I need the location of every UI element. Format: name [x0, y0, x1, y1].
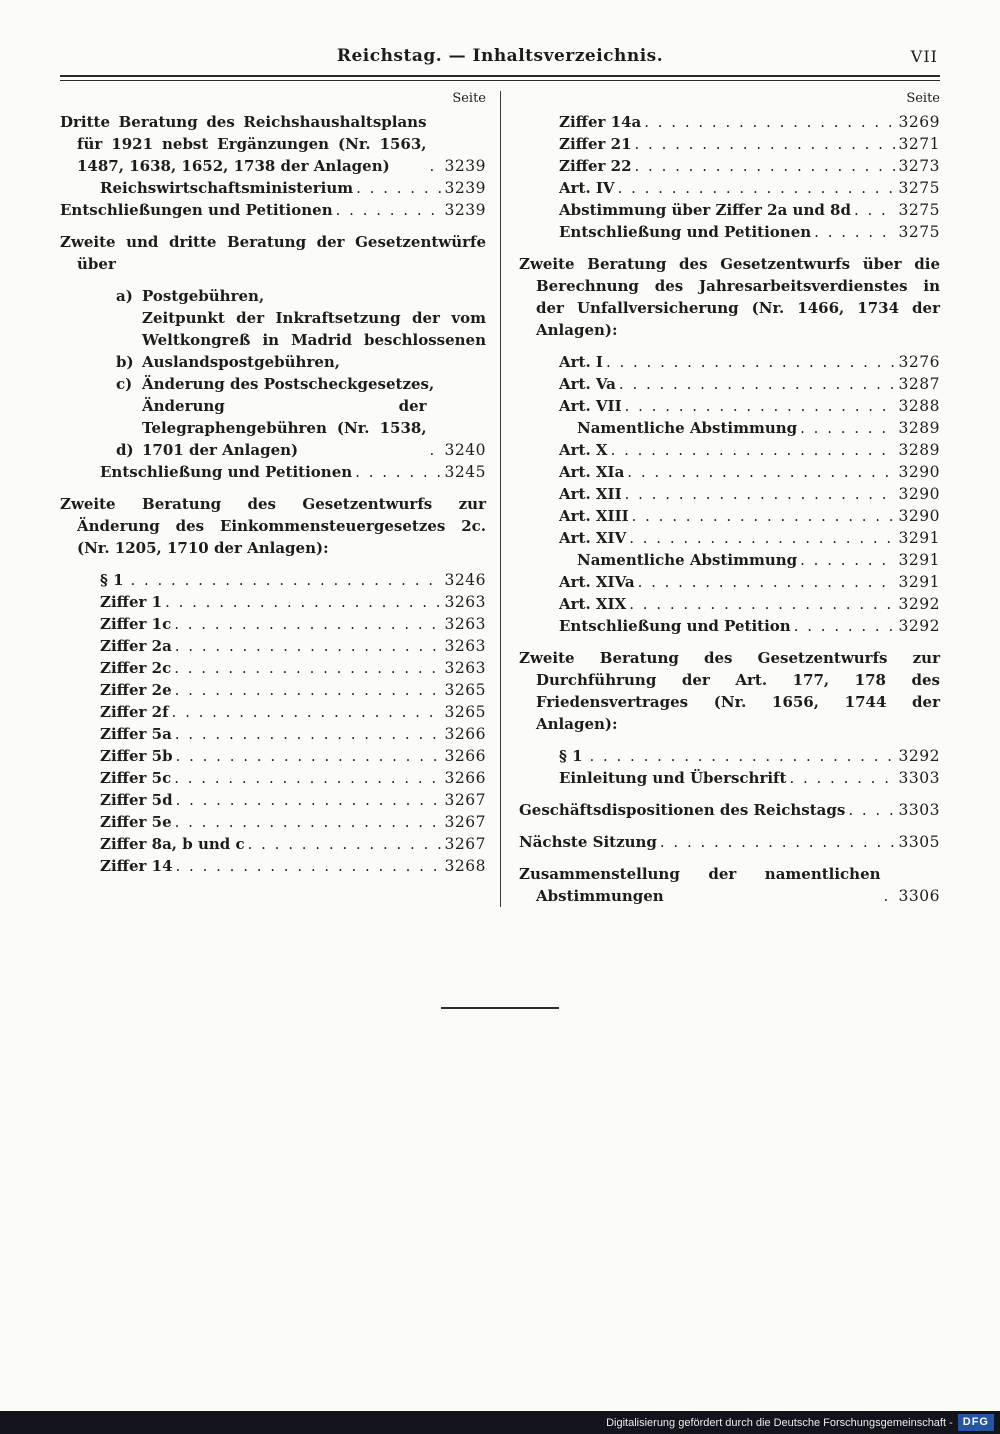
entry-text: Art. I	[559, 353, 603, 371]
entry-text: Postgebühren,	[142, 287, 265, 305]
entry-text: Namentliche Abstimmung	[577, 419, 798, 437]
dot-leader	[175, 679, 442, 701]
dot-leader	[248, 833, 442, 855]
entry-page-number: 3289	[898, 441, 940, 459]
dot-leader	[606, 351, 896, 373]
dot-leader	[854, 199, 896, 221]
entry-page-number: 3267	[444, 835, 486, 853]
toc-entry	[60, 285, 486, 307]
entry-letter-label: b)	[116, 353, 134, 371]
entry-page-number: 3275	[898, 223, 940, 241]
entry-text: Art. Va	[559, 375, 616, 393]
toc-entry	[60, 723, 486, 745]
toc-entry	[60, 307, 486, 373]
entry-text: Zweite Beratung des Gesetzentwurfs über die Berechnung des Jahresarbeitsverdienstes in der Unfallversicherung (Nr. 1466, 1734 der Anlagen):	[519, 255, 940, 339]
entry-text: § 1	[559, 747, 583, 765]
toc-entry	[519, 863, 940, 907]
entry-letter-label: d)	[116, 441, 134, 459]
entry-text: Entschließung und Petition	[559, 617, 791, 635]
page-label-right: Seite	[906, 91, 940, 106]
entry-page-number: 3245	[444, 463, 486, 481]
toc-entry	[519, 111, 940, 133]
entry-text: Geschäftsdispositionen des Reichstags	[519, 801, 846, 819]
dot-leader	[589, 745, 895, 767]
entry-page-number: 3268	[444, 857, 486, 875]
toc-entry	[60, 745, 486, 767]
section-end-divider	[441, 1007, 559, 1009]
dot-leader	[175, 811, 442, 833]
toc-entry	[60, 613, 486, 635]
entry-text: Dritte Beratung des Reichshaushaltsplans für 1921 nebst Ergänzungen (Nr. 1563, 1487, 1638, 1652, 1738 der Anlagen)	[60, 113, 427, 175]
entry-text: Art. XIa	[559, 463, 625, 481]
dot-leader	[660, 831, 896, 853]
toc-entry	[519, 505, 940, 527]
entry-text: Änderung der Telegraphengebühren (Nr. 1538, 1701 der Anlagen)	[142, 397, 427, 459]
dot-leader	[611, 439, 896, 461]
entry-text: Ziffer 2a	[100, 637, 172, 655]
entry-text: Namentliche Abstimmung	[577, 551, 798, 569]
toc-columns	[60, 91, 940, 907]
toc-entry	[60, 373, 486, 395]
dot-leader	[174, 767, 441, 789]
dot-leader	[174, 657, 441, 679]
entry-text: Zweite Beratung des Gesetzentwurfs zur Durchführung der Art. 177, 178 des Friedensvertrages (Nr. 1656, 1744 der Anlagen):	[519, 649, 940, 733]
toc-entry	[519, 615, 940, 637]
entry-page-number: 3289	[898, 419, 940, 437]
dot-leader	[625, 483, 896, 505]
toc-entry	[519, 177, 940, 199]
toc-entry	[519, 593, 940, 615]
entry-page-number: 3291	[898, 529, 940, 547]
entry-page-number: 3290	[898, 507, 940, 525]
entry-page-number: 3291	[898, 573, 940, 591]
entry-page-number: 3305	[898, 833, 940, 851]
dot-leader	[635, 155, 896, 177]
entry-page-number: 3267	[444, 813, 486, 831]
toc-entry	[60, 811, 486, 833]
dot-leader	[430, 155, 442, 177]
toc-entry	[60, 855, 486, 877]
entry-text: Art. XIII	[559, 507, 629, 525]
entry-text: Art. IV	[559, 179, 615, 197]
entry-text: Entschließungen und Petitionen	[60, 201, 333, 219]
toc-entry	[60, 231, 486, 275]
entry-text: Ziffer 5b	[100, 747, 173, 765]
entry-page-number: 3291	[898, 551, 940, 569]
toc-entry	[519, 351, 940, 373]
dot-leader	[356, 177, 441, 199]
entry-text: Art. XIX	[559, 595, 627, 613]
entry-page-number: 3263	[444, 593, 486, 611]
toc-entry	[519, 155, 940, 177]
toc-entry	[60, 177, 486, 199]
page-title: Reichstag. — Inhaltsverzeichnis.	[336, 46, 664, 66]
entry-page-number: 3288	[898, 397, 940, 415]
entry-text: Entschließung und Petitionen	[100, 463, 353, 481]
entry-text: Ziffer 2f	[100, 703, 169, 721]
toc-entry	[519, 461, 940, 483]
entry-text: Zweite und dritte Beratung der Gesetzentwürfe über	[60, 233, 486, 273]
entry-page-number: 3239	[444, 179, 486, 197]
toc-entry	[519, 549, 940, 571]
entry-page-number: 3306	[898, 887, 940, 905]
entry-letter-label: a)	[116, 287, 133, 305]
toc-entry	[60, 657, 486, 679]
entry-page-number: 3266	[444, 769, 486, 787]
dot-leader	[629, 593, 895, 615]
toc-entry	[519, 831, 940, 853]
entry-page-number: 3276	[898, 353, 940, 371]
dot-leader	[800, 549, 895, 571]
entry-text: Art. XII	[559, 485, 622, 503]
toc-entry	[60, 635, 486, 657]
entry-page-number: 3239	[444, 157, 486, 175]
dot-leader	[635, 133, 896, 155]
toc-entry	[519, 527, 940, 549]
entry-text: Ziffer 1c	[100, 615, 172, 633]
dot-leader	[848, 799, 895, 821]
dot-leader	[336, 199, 442, 221]
dot-leader	[789, 767, 895, 789]
dot-leader	[430, 439, 442, 461]
toc-entry	[519, 439, 940, 461]
entry-page-number: 3290	[898, 463, 940, 481]
entry-page-number: 3303	[898, 769, 940, 787]
dot-leader	[625, 395, 896, 417]
entry-text: Zusammenstellung der namentlichen Abstimmungen	[519, 865, 881, 905]
entry-page-number: 3303	[898, 801, 940, 819]
entry-text: Ziffer 5c	[100, 769, 172, 787]
dot-leader	[176, 745, 442, 767]
dot-leader	[175, 723, 442, 745]
toc-entry	[60, 111, 486, 177]
dot-leader	[355, 461, 441, 483]
entry-page-number: 3292	[898, 595, 940, 613]
right-column	[500, 91, 940, 907]
entry-text: Ziffer 21	[559, 135, 632, 153]
toc-entry	[60, 767, 486, 789]
entry-text: Einleitung und Überschrift	[559, 769, 787, 787]
entry-text: Abstimmung über Ziffer 2a und 8d	[559, 201, 851, 219]
entry-text: Ziffer 14	[100, 857, 173, 875]
entry-page-number: 3275	[898, 179, 940, 197]
dot-leader	[814, 221, 895, 243]
dot-leader	[174, 613, 441, 635]
dot-leader	[175, 635, 442, 657]
toc-entry	[60, 493, 486, 559]
toc-entry	[519, 373, 940, 395]
dot-leader	[644, 111, 895, 133]
digitization-footer-bar	[0, 1411, 1000, 1434]
page-label-left: Seite	[452, 91, 486, 106]
entry-page-number: 3265	[444, 681, 486, 699]
dot-leader	[618, 177, 896, 199]
entry-page-number: 3263	[444, 637, 486, 655]
entry-letter-label: c)	[116, 375, 133, 393]
entry-text: Art. X	[559, 441, 608, 459]
toc-entry	[519, 799, 940, 821]
entry-page-number: 3292	[898, 617, 940, 635]
entry-text: Reichswirtschaftsministerium	[100, 179, 354, 197]
page-header	[60, 46, 940, 70]
dot-leader	[176, 789, 442, 811]
entry-text: Nächste Sitzung	[519, 833, 657, 851]
dot-leader	[619, 373, 896, 395]
toc-entry	[60, 569, 486, 591]
dot-leader	[632, 505, 896, 527]
dot-leader	[629, 527, 895, 549]
dot-leader	[176, 855, 442, 877]
entry-page-number: 3267	[444, 791, 486, 809]
toc-entry	[519, 767, 940, 789]
entry-text: Ziffer 2c	[100, 659, 172, 677]
entry-text: Art. XIVa	[559, 573, 635, 591]
dot-leader	[165, 591, 441, 613]
entry-text: Ziffer 22	[559, 157, 632, 175]
toc-entry	[60, 591, 486, 613]
toc-entry	[519, 133, 940, 155]
entry-page-number: 3275	[898, 201, 940, 219]
entry-text: Ziffer 5d	[100, 791, 173, 809]
header-rule	[60, 75, 940, 81]
toc-entry	[60, 461, 486, 483]
entry-text: Änderung des Postscheckgesetzes,	[142, 375, 435, 393]
toc-entry	[519, 395, 940, 417]
dot-leader	[638, 571, 896, 593]
toc-entry	[519, 483, 940, 505]
dot-leader	[627, 461, 895, 483]
entry-page-number: 3266	[444, 725, 486, 743]
dot-leader	[800, 417, 895, 439]
toc-entry	[519, 417, 940, 439]
entry-text: Ziffer 5a	[100, 725, 172, 743]
entry-text: § 1	[100, 571, 124, 589]
entry-text: Zeitpunkt der Inkraftsetzung der vom Weltkongreß in Madrid beschlossenen Auslandspostgebühren,	[142, 309, 486, 371]
entry-page-number: 3292	[898, 747, 940, 765]
right-entries	[519, 111, 940, 907]
entry-page-number: 3246	[444, 571, 486, 589]
dot-leader	[130, 569, 441, 591]
entry-text: Ziffer 8a, b und c	[100, 835, 245, 853]
entry-page-number: 3271	[898, 135, 940, 153]
entry-page-number: 3266	[444, 747, 486, 765]
toc-entry	[519, 199, 940, 221]
dot-leader	[884, 885, 896, 907]
entry-text: Ziffer 1	[100, 593, 163, 611]
toc-entry	[519, 221, 940, 243]
entry-page-number: 3290	[898, 485, 940, 503]
toc-entry	[60, 701, 486, 723]
entry-page-number: 3269	[898, 113, 940, 131]
entry-page-number: 3263	[444, 615, 486, 633]
left-entries	[60, 111, 486, 877]
entry-page-number: 3265	[444, 703, 486, 721]
left-column	[60, 91, 500, 907]
entry-page-number: 3239	[444, 201, 486, 219]
toc-entry	[60, 679, 486, 701]
entry-page-number: 3263	[444, 659, 486, 677]
toc-entry	[519, 571, 940, 593]
entry-page-number: 3240	[444, 441, 486, 459]
entry-text: Ziffer 2e	[100, 681, 172, 699]
entry-page-number: 3287	[898, 375, 940, 393]
toc-entry	[60, 789, 486, 811]
toc-entry	[519, 745, 940, 767]
entry-text: Art. VII	[559, 397, 622, 415]
entry-text: Zweite Beratung des Gesetzentwurfs zur Änderung des Einkommensteuergesetzes 2c. (Nr. 1205, 1710 der Anlagen):	[60, 495, 486, 557]
entry-text: Entschließung und Petitionen	[559, 223, 812, 241]
page-number: VII	[910, 47, 938, 66]
toc-entry	[519, 647, 940, 735]
entry-text: Art. XIV	[559, 529, 627, 547]
toc-entry	[60, 199, 486, 221]
toc-entry	[519, 253, 940, 341]
dot-leader	[172, 701, 442, 723]
entry-page-number: 3273	[898, 157, 940, 175]
digitization-credit-text: Digitalisierung gefördert durch die Deutsche Forschungsgemeinschaft -	[606, 1416, 953, 1429]
toc-entry	[60, 833, 486, 855]
entry-text: Ziffer 5e	[100, 813, 172, 831]
toc-entry	[60, 395, 486, 461]
entry-text: Ziffer 14a	[559, 113, 642, 131]
dfg-logo: DFG	[958, 1414, 994, 1431]
dot-leader	[794, 615, 896, 637]
